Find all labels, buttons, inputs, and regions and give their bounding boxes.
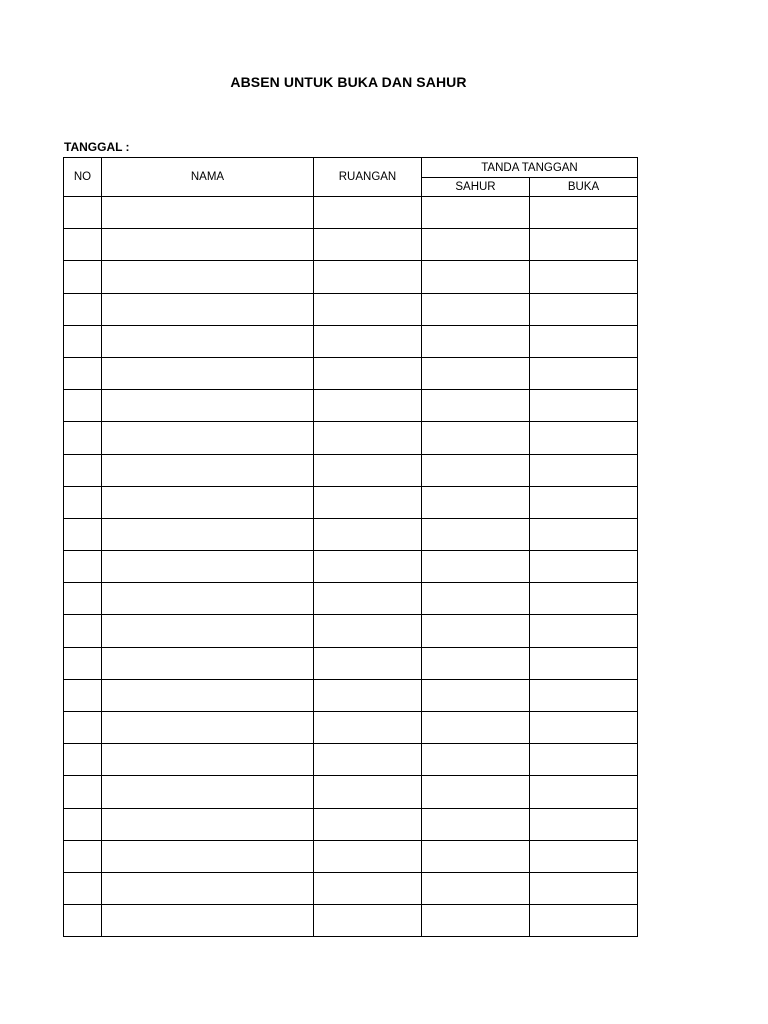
cell-sahur bbox=[422, 808, 530, 840]
cell-sahur bbox=[422, 197, 530, 229]
cell-sahur bbox=[422, 615, 530, 647]
cell-ruangan bbox=[314, 808, 422, 840]
cell-sahur bbox=[422, 712, 530, 744]
table-row bbox=[64, 712, 638, 744]
table-row bbox=[64, 679, 638, 711]
table-row bbox=[64, 615, 638, 647]
cell-buka bbox=[530, 357, 638, 389]
cell-sahur bbox=[422, 454, 530, 486]
cell-sahur bbox=[422, 551, 530, 583]
cell-ruangan bbox=[314, 583, 422, 615]
cell-no bbox=[64, 390, 102, 422]
cell-buka bbox=[530, 261, 638, 293]
cell-nama bbox=[102, 325, 314, 357]
cell-nama bbox=[102, 357, 314, 389]
cell-nama bbox=[102, 808, 314, 840]
cell-no bbox=[64, 744, 102, 776]
cell-no bbox=[64, 583, 102, 615]
cell-ruangan bbox=[314, 454, 422, 486]
cell-buka bbox=[530, 776, 638, 808]
cell-ruangan bbox=[314, 712, 422, 744]
cell-ruangan bbox=[314, 390, 422, 422]
cell-ruangan bbox=[314, 647, 422, 679]
cell-nama bbox=[102, 486, 314, 518]
table-row bbox=[64, 422, 638, 454]
cell-sahur bbox=[422, 905, 530, 937]
cell-buka bbox=[530, 325, 638, 357]
cell-nama bbox=[102, 551, 314, 583]
cell-buka bbox=[530, 840, 638, 872]
cell-buka bbox=[530, 679, 638, 711]
cell-no bbox=[64, 647, 102, 679]
cell-nama bbox=[102, 583, 314, 615]
table-row bbox=[64, 808, 638, 840]
cell-nama bbox=[102, 454, 314, 486]
header-no: NO bbox=[64, 158, 102, 197]
cell-nama bbox=[102, 422, 314, 454]
cell-nama bbox=[102, 679, 314, 711]
cell-nama bbox=[102, 840, 314, 872]
attendance-table bbox=[63, 157, 638, 937]
table-row bbox=[64, 229, 638, 261]
cell-buka bbox=[530, 905, 638, 937]
cell-no bbox=[64, 905, 102, 937]
cell-ruangan bbox=[314, 293, 422, 325]
cell-buka bbox=[530, 390, 638, 422]
cell-nama bbox=[102, 518, 314, 550]
cell-buka bbox=[530, 422, 638, 454]
table-row bbox=[64, 454, 638, 486]
table-row bbox=[64, 905, 638, 937]
table-row bbox=[64, 583, 638, 615]
table-row bbox=[64, 744, 638, 776]
cell-ruangan bbox=[314, 776, 422, 808]
cell-no bbox=[64, 261, 102, 293]
cell-no bbox=[64, 551, 102, 583]
cell-sahur bbox=[422, 357, 530, 389]
cell-buka bbox=[530, 197, 638, 229]
header-ruangan: RUANGAN bbox=[314, 158, 422, 197]
cell-ruangan bbox=[314, 872, 422, 904]
document-title: ABSEN UNTUK BUKA DAN SAHUR bbox=[230, 74, 467, 90]
cell-sahur bbox=[422, 840, 530, 872]
cell-buka bbox=[530, 551, 638, 583]
cell-buka bbox=[530, 712, 638, 744]
header-sahur: SAHUR bbox=[422, 178, 530, 197]
cell-buka bbox=[530, 647, 638, 679]
header-tanda-tangan: TANDA TANGGAN bbox=[422, 158, 638, 178]
cell-buka bbox=[530, 293, 638, 325]
cell-sahur bbox=[422, 293, 530, 325]
cell-sahur bbox=[422, 744, 530, 776]
cell-sahur bbox=[422, 776, 530, 808]
cell-nama bbox=[102, 261, 314, 293]
table-row bbox=[64, 840, 638, 872]
cell-ruangan bbox=[314, 840, 422, 872]
cell-sahur bbox=[422, 261, 530, 293]
cell-no bbox=[64, 293, 102, 325]
cell-no bbox=[64, 422, 102, 454]
cell-buka bbox=[530, 615, 638, 647]
cell-no bbox=[64, 518, 102, 550]
cell-nama bbox=[102, 229, 314, 261]
cell-no bbox=[64, 840, 102, 872]
cell-sahur bbox=[422, 679, 530, 711]
cell-ruangan bbox=[314, 357, 422, 389]
table-row bbox=[64, 293, 638, 325]
cell-no bbox=[64, 679, 102, 711]
cell-nama bbox=[102, 744, 314, 776]
cell-no bbox=[64, 229, 102, 261]
cell-ruangan bbox=[314, 229, 422, 261]
cell-no bbox=[64, 486, 102, 518]
table-row bbox=[64, 357, 638, 389]
table-row bbox=[64, 486, 638, 518]
table-row bbox=[64, 776, 638, 808]
cell-no bbox=[64, 872, 102, 904]
cell-ruangan bbox=[314, 261, 422, 293]
cell-buka bbox=[530, 583, 638, 615]
cell-nama bbox=[102, 197, 314, 229]
cell-no bbox=[64, 357, 102, 389]
date-label: TANGGAL : bbox=[64, 140, 130, 154]
cell-nama bbox=[102, 776, 314, 808]
cell-buka bbox=[530, 744, 638, 776]
cell-buka bbox=[530, 229, 638, 261]
cell-nama bbox=[102, 712, 314, 744]
table-row bbox=[64, 872, 638, 904]
cell-buka bbox=[530, 872, 638, 904]
cell-no bbox=[64, 197, 102, 229]
cell-ruangan bbox=[314, 551, 422, 583]
table-body bbox=[64, 197, 638, 937]
table-row bbox=[64, 647, 638, 679]
cell-ruangan bbox=[314, 197, 422, 229]
cell-ruangan bbox=[314, 905, 422, 937]
header-buka: BUKA bbox=[530, 178, 638, 197]
table-row bbox=[64, 197, 638, 229]
cell-sahur bbox=[422, 390, 530, 422]
table-row bbox=[64, 518, 638, 550]
cell-ruangan bbox=[314, 744, 422, 776]
cell-no bbox=[64, 454, 102, 486]
cell-nama bbox=[102, 293, 314, 325]
cell-nama bbox=[102, 615, 314, 647]
cell-no bbox=[64, 776, 102, 808]
cell-sahur bbox=[422, 872, 530, 904]
table-row bbox=[64, 551, 638, 583]
cell-buka bbox=[530, 518, 638, 550]
cell-no bbox=[64, 615, 102, 647]
cell-buka bbox=[530, 454, 638, 486]
cell-sahur bbox=[422, 583, 530, 615]
cell-sahur bbox=[422, 229, 530, 261]
table-row bbox=[64, 261, 638, 293]
cell-sahur bbox=[422, 486, 530, 518]
cell-nama bbox=[102, 872, 314, 904]
cell-nama bbox=[102, 905, 314, 937]
cell-ruangan bbox=[314, 679, 422, 711]
cell-sahur bbox=[422, 647, 530, 679]
cell-no bbox=[64, 325, 102, 357]
cell-nama bbox=[102, 390, 314, 422]
cell-ruangan bbox=[314, 486, 422, 518]
cell-ruangan bbox=[314, 615, 422, 647]
cell-buka bbox=[530, 808, 638, 840]
cell-sahur bbox=[422, 422, 530, 454]
cell-ruangan bbox=[314, 325, 422, 357]
table-row bbox=[64, 390, 638, 422]
cell-buka bbox=[530, 486, 638, 518]
cell-nama bbox=[102, 647, 314, 679]
cell-sahur bbox=[422, 325, 530, 357]
cell-ruangan bbox=[314, 422, 422, 454]
cell-sahur bbox=[422, 518, 530, 550]
cell-no bbox=[64, 712, 102, 744]
cell-no bbox=[64, 808, 102, 840]
cell-ruangan bbox=[314, 518, 422, 550]
table-row bbox=[64, 325, 638, 357]
header-nama: NAMA bbox=[102, 158, 314, 197]
